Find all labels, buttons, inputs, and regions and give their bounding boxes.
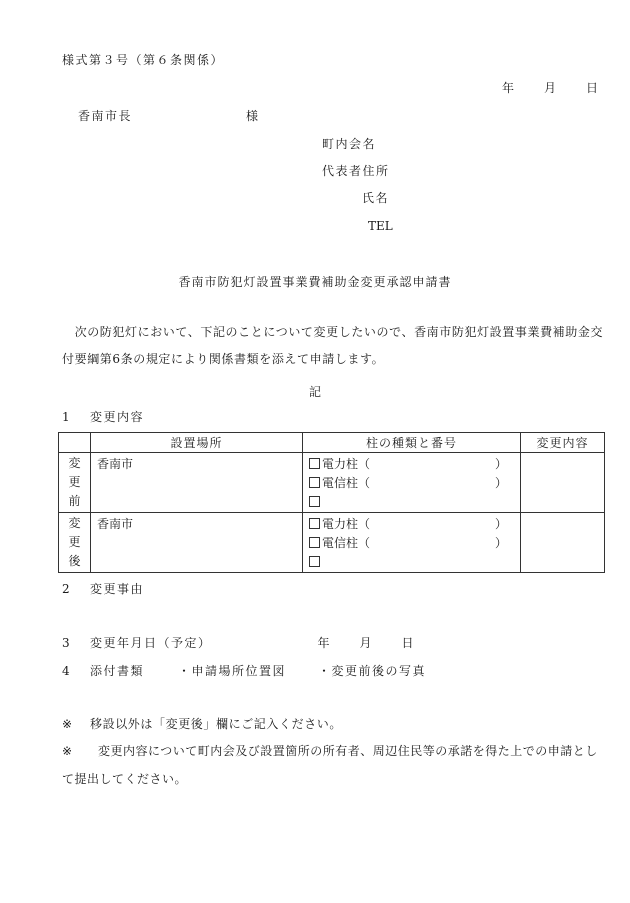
row-after-poles (303, 513, 521, 573)
item-3-label: 変更年月日（予定） (90, 636, 212, 650)
document-title: 香南市防犯灯設置事業費補助金変更承認申請書 (178, 275, 452, 289)
item-3-year: 年 (317, 636, 330, 650)
row-after-side-label: 変 更 後 (59, 513, 91, 573)
item-1-heading (62, 409, 144, 425)
org-name-label: 町内会名 (322, 137, 377, 151)
date-month-label: 月 (544, 81, 557, 95)
row-after-location[interactable]: 香南市 (91, 513, 303, 573)
item-4-doc-2: ・変更前後の写真 (318, 664, 427, 678)
row-before-location[interactable]: 香南市 (91, 453, 303, 513)
table-header-row (59, 433, 605, 453)
addressee-honorific: 様 (246, 109, 259, 123)
addressee-name: 香南市長 (78, 109, 133, 123)
pole-option[interactable]: 電力柱（ ） (309, 455, 520, 474)
pole-option[interactable]: 電信柱（ ） (309, 474, 520, 493)
date-year-label: 年 (502, 81, 515, 95)
item-2-heading (62, 581, 144, 597)
application-date (502, 80, 598, 96)
row-before-side-label: 変 更 前 (59, 453, 91, 513)
header-blank-cell (59, 433, 91, 453)
pole-option[interactable]: 電信柱（ ） (309, 534, 520, 553)
note-1-mark: ※ (62, 717, 73, 731)
item-4-heading (62, 663, 426, 679)
pole-option[interactable] (309, 493, 520, 512)
note-1-text: 移設以外は「変更後」欄にご記入ください。 (90, 717, 343, 731)
form-number-label: 様式第３号（第６条関係） (62, 53, 225, 67)
ki-heading: 記 (308, 385, 321, 399)
row-before-poles (303, 453, 521, 513)
note-2-mark: ※ (62, 744, 73, 758)
table-row-after (59, 513, 605, 573)
item-1-number: 1 (62, 410, 70, 424)
item-3-number: 3 (62, 636, 70, 650)
item-2-label: 変更事由 (90, 582, 145, 596)
note-2-text: 変更内容について町内会及び設置箇所の所有者、周辺住民等の承諾を得た上での申請として提出してください。 (62, 744, 598, 786)
checkbox-icon[interactable] (309, 496, 320, 507)
checkbox-icon[interactable] (309, 518, 320, 529)
item-3-day: 日 (401, 636, 414, 650)
row-after-content[interactable] (521, 513, 605, 573)
checkbox-icon[interactable] (309, 556, 320, 567)
date-day-label: 日 (586, 81, 599, 95)
header-location: 設置場所 (91, 433, 303, 453)
item-4-number: 4 (62, 664, 70, 678)
rep-name-label: 氏名 (362, 191, 390, 205)
note-2 (62, 737, 610, 793)
change-details-table (58, 432, 605, 573)
pole-option[interactable]: 電力柱（ ） (309, 515, 520, 534)
table-row-before (59, 453, 605, 513)
checkbox-icon[interactable] (309, 477, 320, 488)
item-4-doc-1: ・申請場所位置図 (178, 664, 287, 678)
item-1-label: 変更内容 (90, 410, 145, 424)
note-1 (62, 716, 342, 732)
item-4-label: 添付書類 (90, 664, 145, 678)
checkbox-icon[interactable] (309, 537, 320, 548)
item-3-month: 月 (359, 636, 372, 650)
intro-paragraph: 次の防犯灯において、下記のことについて変更したいので、香南市防犯灯設置事業費補助金交付要綱第6条の規定により関係書類を添えて申請します。 (62, 325, 604, 366)
item-3-heading (62, 635, 414, 651)
row-before-content[interactable] (521, 453, 605, 513)
checkbox-icon[interactable] (309, 458, 320, 469)
rep-tel-label: TEL (368, 219, 393, 233)
item-2-number: 2 (62, 582, 70, 596)
header-pole: 柱の種類と番号 (303, 433, 521, 453)
pole-option[interactable] (309, 553, 520, 572)
header-content: 変更内容 (521, 433, 605, 453)
rep-address-label: 代表者住所 (322, 164, 390, 178)
